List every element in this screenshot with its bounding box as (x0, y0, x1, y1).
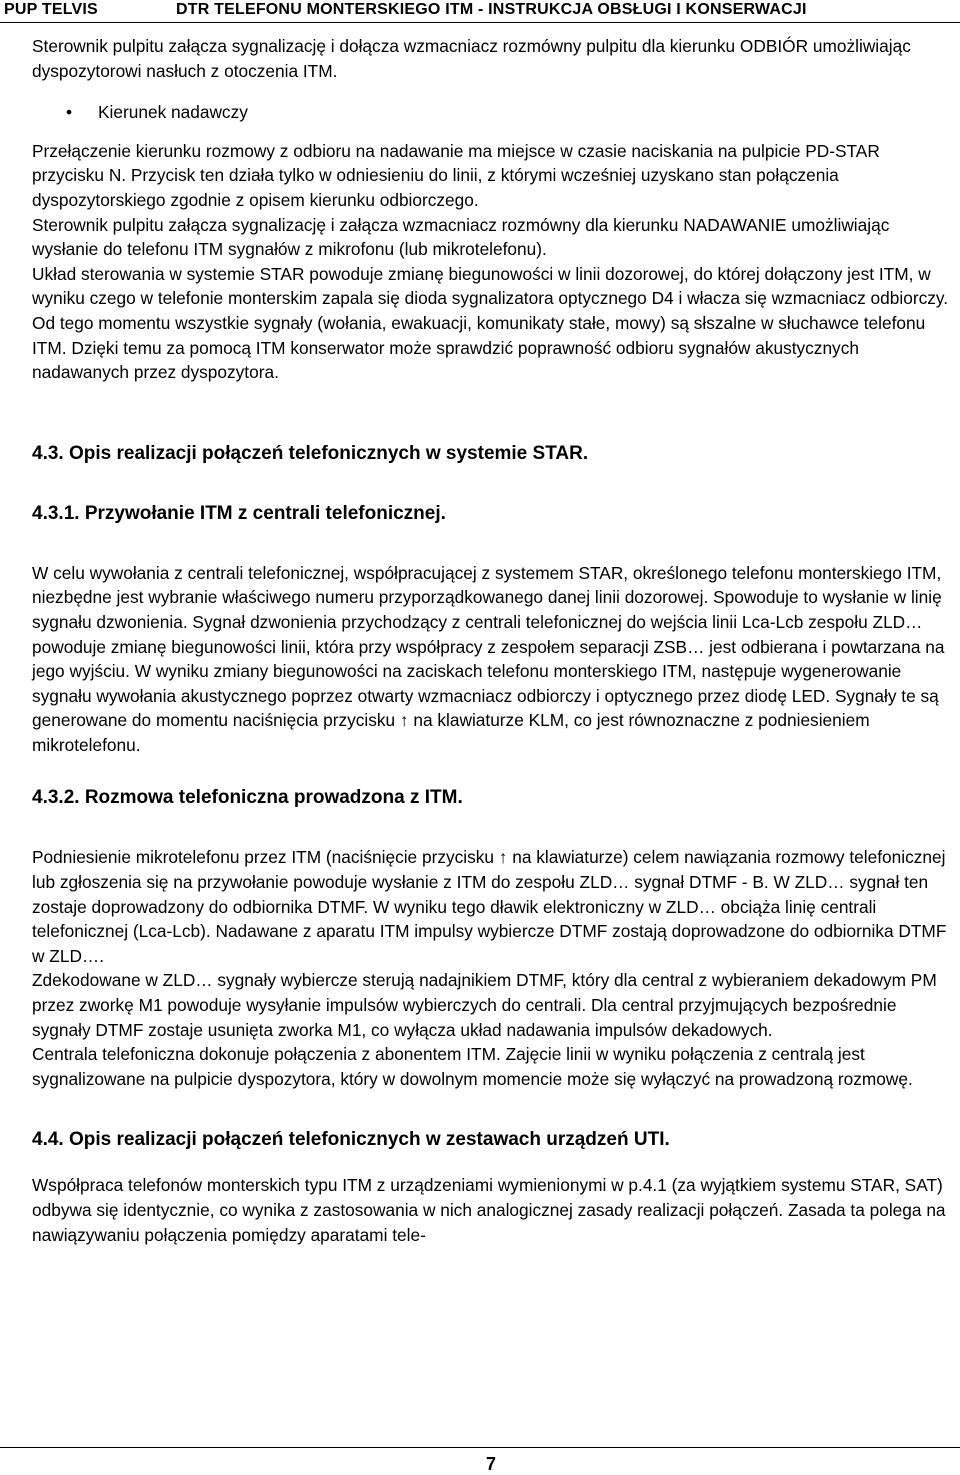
bullet-dot: • (66, 102, 73, 123)
section-heading: 4.3. Opis realizacji połączeń telefonicznych w systemie STAR. (32, 442, 589, 464)
bullet-item (32, 100, 950, 125)
page-number: 7 (486, 1454, 497, 1474)
paragraph: Centrala telefoniczna dokonuje połączenia z abonentem ITM. Zajęcie linii w wyniku połączenia z centralą jest sygnalizowane na pulpicie dyspozytora, który w dowolnym momencie może się wyłączyć na prowadzoną rozmowę. (32, 1044, 913, 1089)
header-company: PUP TELVIS (4, 1, 98, 18)
section-heading: 4.4. Opis realizacji połączeń telefonicznych w zestawach urządzeń UTI. (32, 1129, 670, 1151)
header-document-title: DTR TELEFONU MONTERSKIEGO ITM - INSTRUKCJA OBSŁUGI I KONSERWACJI (176, 1, 807, 18)
page-body (32, 34, 950, 1247)
footer-rule (0, 1447, 960, 1448)
paragraph: Podniesienie mikrotelefonu przez ITM (naciśnięcie przycisku ↑ na klawiaturze) celem nawiązania rozmowy telefonicznej lub zgłoszenia się na przywołanie powoduje wysłanie z ITM do zespołu ZLD… sygnał DTMF - B. W ZLD… sygnał ten zostaje doprowadzony do odbiornika DTMF. W wyniku tego dławik elektroniczny w ZLD… obciąża linię centrali telefonicznej (Lca-Lcb). Nadawane z aparatu ITM impulsy wybiercze DTMF zostają doprowadzone do odbiornika DTMF w ZLD…. (32, 847, 947, 966)
page-header (0, 0, 960, 23)
paragraph: Sterownik pulpitu załącza sygnalizację i dołącza wzmacniacz rozmówny pulpitu dla kierunku ODBIÓR umożliwiając dyspozytorowi nasłuch z otoczenia ITM. (32, 36, 911, 81)
paragraph: Zdekodowane w ZLD… sygnały wybiercze sterują nadajnikiem DTMF, który dla central z wybieraniem dekadowym PM przez zworkę M1 powoduje wysyłanie impulsów wybierczych do centrali. Dla central przyjmujących bezpośrednie sygnały DTMF zostaje usunięta zworka M1, co wyłącza układ nadawania impulsów dekadowych. (32, 970, 937, 1040)
paragraph: Współpraca telefonów monterskich typu ITM z urządzeniami wymienionymi w p.4.1 (za wyjątkiem systemu STAR, SAT) odbywa się identycznie, co wynika z zastosowania w nich analogicznej zasady realizacji połączeń. Zasada ta polega na nawiązywaniu połączenia pomiędzy aparatami tele- (32, 1175, 946, 1245)
subsection-heading: 4.3.1. Przywołanie ITM z centrali telefonicznej. (32, 502, 446, 524)
paragraph: W celu wywołania z centrali telefonicznej, współpracującej z systemem STAR, określonego telefonu monterskiego ITM, niezbędne jest wybranie właściwego numeru przyporządkowanego danej linii dozorowej. Spowoduje to wysłanie w linię sygnału dzwonienia. Sygnał dzwonienia przychodzący z centrali telefonicznej do wejścia linii Lca-Lcb zespołu ZLD… powoduje zmianę biegunowości linii, która przy współpracy z zespołem separacji ZSB… jest odbierana i powtarzana na jego wyjściu. W wyniku zmiany biegunowości na zaciskach telefonu monterskiego ITM, następuje wygenerowanie sygnału wywołania akustycznego poprzez otwarty wzmacniacz odbiorczy i optycznego przez diodę LED. Sygnały te są generowane do momentu naciśnięcia przycisku ↑ na klawiaturze KLM, co jest równoznaczne z podniesieniem mikrotelefonu. (32, 562, 945, 755)
paragraph: Sterownik pulpitu załącza sygnalizację i załącza wzmacniacz rozmówny dla kierunku NADAWANIE umożliwiając wysłanie do telefonu ITM sygnałów z mikrofonu (lub mikrotelefonu). (32, 214, 890, 260)
subsection-heading: 4.3.2. Rozmowa telefoniczna prowadzona z ITM. (32, 787, 463, 809)
paragraph: Układ sterowania w systemie STAR powoduje zmianę biegunowości w linii dozorowej, do której dołączony jest ITM, w wyniku czego w telefonie monterskim zapala się dioda sygnalizatora optycznego D4 i włacza się wzmacniacz odbiorczy. Od tego momentu wszystkie sygnały (wołania, ewakuacji, komunikaty stałe, mowy) są słszalne w słuchawce telefonu ITM. Dzięki temu za pomocą ITM konserwator może sprawdzić poprawność odbioru sygnałów akustycznych nadawanych przez dyspozytora. (32, 263, 949, 383)
bullet-text: Kierunek nadawczy (98, 102, 248, 123)
paragraph: Przełączenie kierunku rozmowy z odbioru na nadawanie ma miejsce w czasie naciskania na pulpicie PD-STAR przycisku N. Przycisk ten działa tylko w odniesieniu do linii, z którymi wcześniej uzyskano stan połączenia dyspozytorskiego zgodnie z opisem kierunku odbiorczego. (32, 140, 880, 210)
